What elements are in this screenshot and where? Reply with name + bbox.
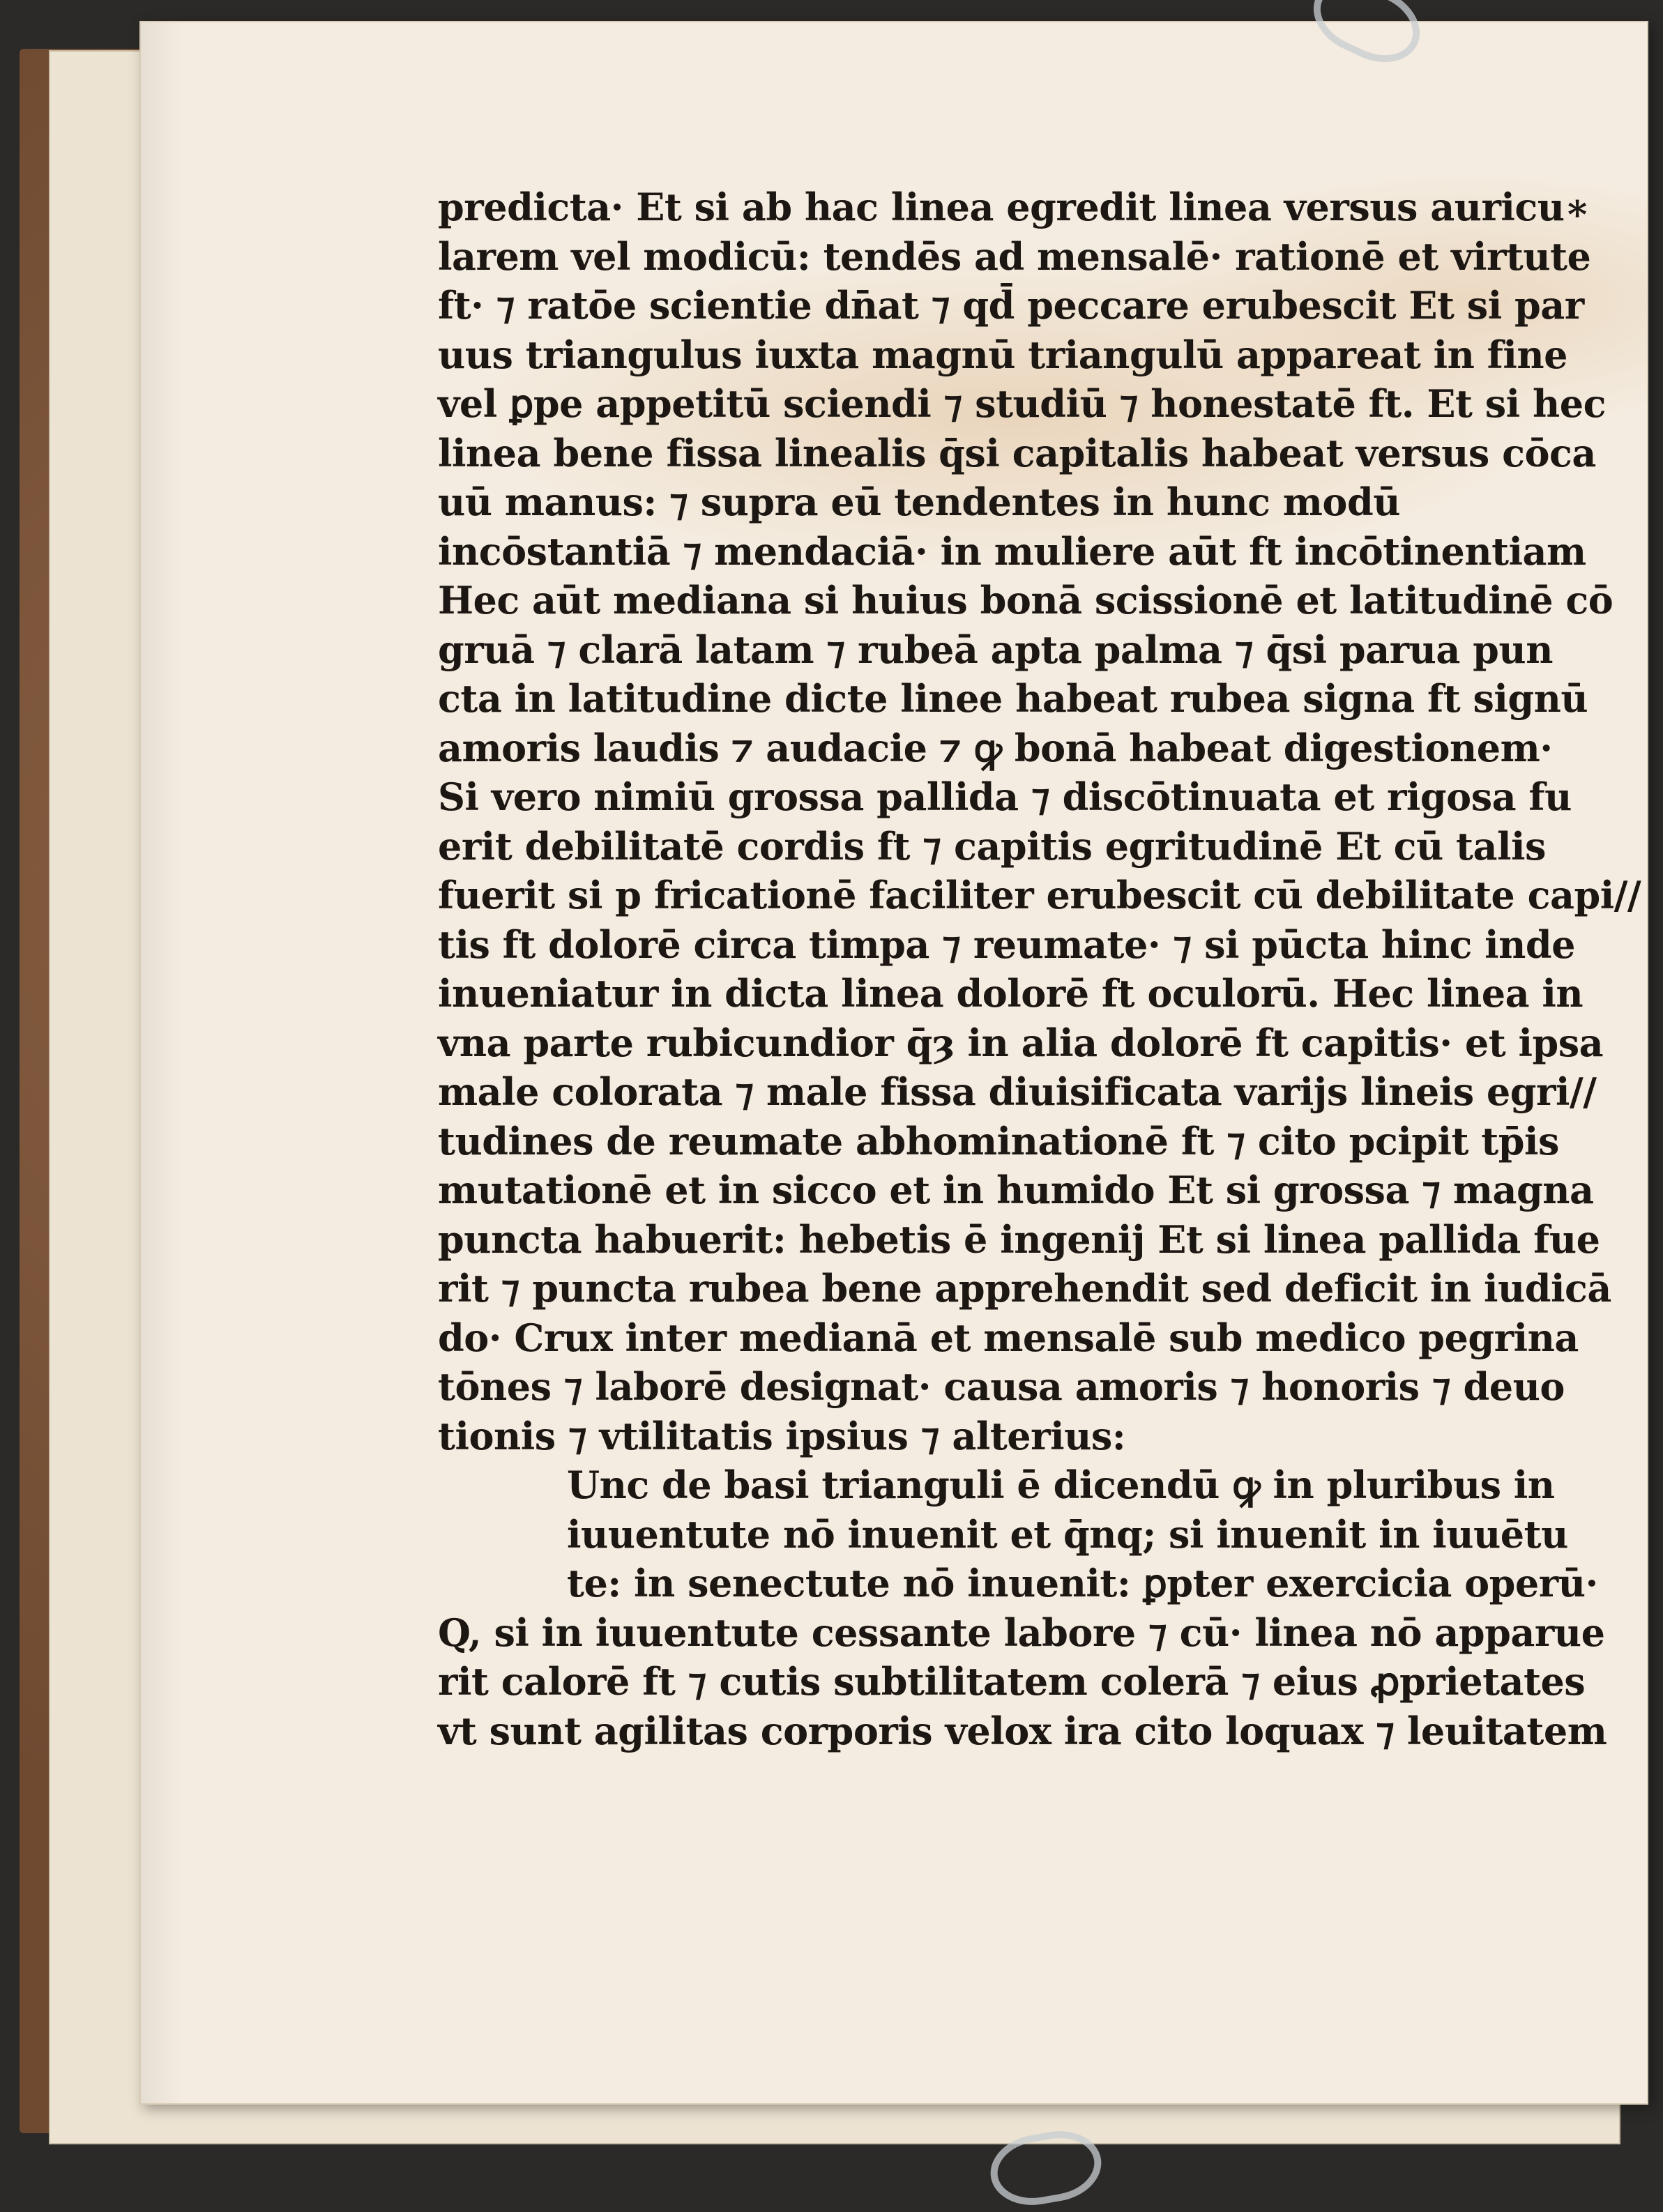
text-line: ft· ⁊ ratōe scientie dn̄at ⁊ qd̄ peccare erubescit Et si par bbox=[438, 283, 1584, 328]
text-line: amoris laudis ⁊ audacie ⁊ ꝙ bonā habeat digestionem· bbox=[438, 725, 1553, 770]
text-line: uus triangulus iuxta magnū triangulū appareat in fine bbox=[438, 332, 1567, 377]
text-line: larem vel modicū: tendēs ad mensalē· rationē et virtute bbox=[438, 234, 1591, 279]
text-line: iuuentute nō inuenit et q̄nq; si inuenit in iuuētu bbox=[567, 1511, 1568, 1557]
text-line: Hec aūt mediana si huius bonā scissionē et latitudinē cō bbox=[438, 578, 1613, 623]
text-line: tionis ⁊ vtilitatis ipsius ⁊ alterius: bbox=[438, 1413, 1126, 1458]
text-line: te: in senectute nō inuenit: ꝑpter exercicia operū· bbox=[567, 1561, 1598, 1605]
text-line: vt sunt agilitas corporis velox ira cito loquax ⁊ leuitatem bbox=[438, 1708, 1607, 1753]
text-line: rit ⁊ puncta rubea bene apprehendit sed deficit in iudicā bbox=[438, 1266, 1611, 1311]
text-line: erit debilitatē cordis ft ⁊ capitis egritudinē Et cū talis bbox=[438, 823, 1546, 869]
text-line: cta in latitudine dicte linee habeat rubea signa ft signū bbox=[438, 676, 1588, 721]
text-line: vna parte rubicundior q̄ȝ in alia dolorē ft capitis· et ipsa bbox=[438, 1020, 1604, 1065]
text-line: vel ꝑpe appetitū sciendi ⁊ studiū ⁊ honestatē ft. Et si hec bbox=[438, 381, 1606, 426]
text-line: Si vero nimiū grossa pallida ⁊ discōtinuata et rigosa fu bbox=[438, 775, 1572, 819]
text-line: linea bene fissa linealis q̄si capitalis habeat versus cōca bbox=[438, 430, 1596, 475]
text-line: tudines de reumate abhominationē ft ⁊ cito pcipit tp̄is bbox=[438, 1118, 1559, 1164]
text-line: tōnes ⁊ laborē designat· causa amoris ⁊ honoris ⁊ deuo bbox=[438, 1364, 1565, 1409]
text-line: incōstantiā ⁊ mendaciā· in muliere aūt ft incōtinentiam bbox=[438, 528, 1586, 574]
text-line: male colorata ⁊ male fissa diuisificata varijs lineis egri// bbox=[438, 1069, 1597, 1114]
text-line: predicta· Et si ab hac linea egredit linea versus auricu∗ bbox=[438, 185, 1590, 229]
text-line: inueniatur in dicta linea dolorē ft oculorū. Hec linea in bbox=[438, 971, 1584, 1016]
text-line: mutationē et in sicco et in humido Et si grossa ⁊ magna bbox=[438, 1168, 1594, 1212]
text-line: uū manus: ⁊ supra eū tendentes in hunc modū bbox=[438, 480, 1400, 524]
text-line: do· Crux inter medianā et mensalē sub medico pegrina bbox=[438, 1315, 1579, 1360]
text-line: tis ft dolorē circa timpa ⁊ reumate· ⁊ si pūcta hinc inde bbox=[438, 922, 1576, 967]
text-line: rit calorē ft ⁊ cutis subtilitatem colerā ⁊ eius ꝓprietates bbox=[438, 1659, 1586, 1704]
printed-text-block bbox=[438, 183, 1641, 1755]
text-line: Q, si in iuuentute cessante labore ⁊ cū· linea nō apparue bbox=[438, 1610, 1605, 1655]
text-line: fuerit si p fricationē faciliter erubescit cū debilitate capi// bbox=[438, 873, 1641, 917]
text-line: Unc de basi trianguli ē dicendū ꝙ in pluribus in bbox=[567, 1463, 1555, 1507]
text-line: gruā ⁊ clarā latam ⁊ rubeā apta palma ⁊ q̄si parua pun bbox=[438, 627, 1553, 672]
text-line: puncta habuerit: hebetis ē ingenij Et si linea pallida fue bbox=[438, 1216, 1600, 1262]
